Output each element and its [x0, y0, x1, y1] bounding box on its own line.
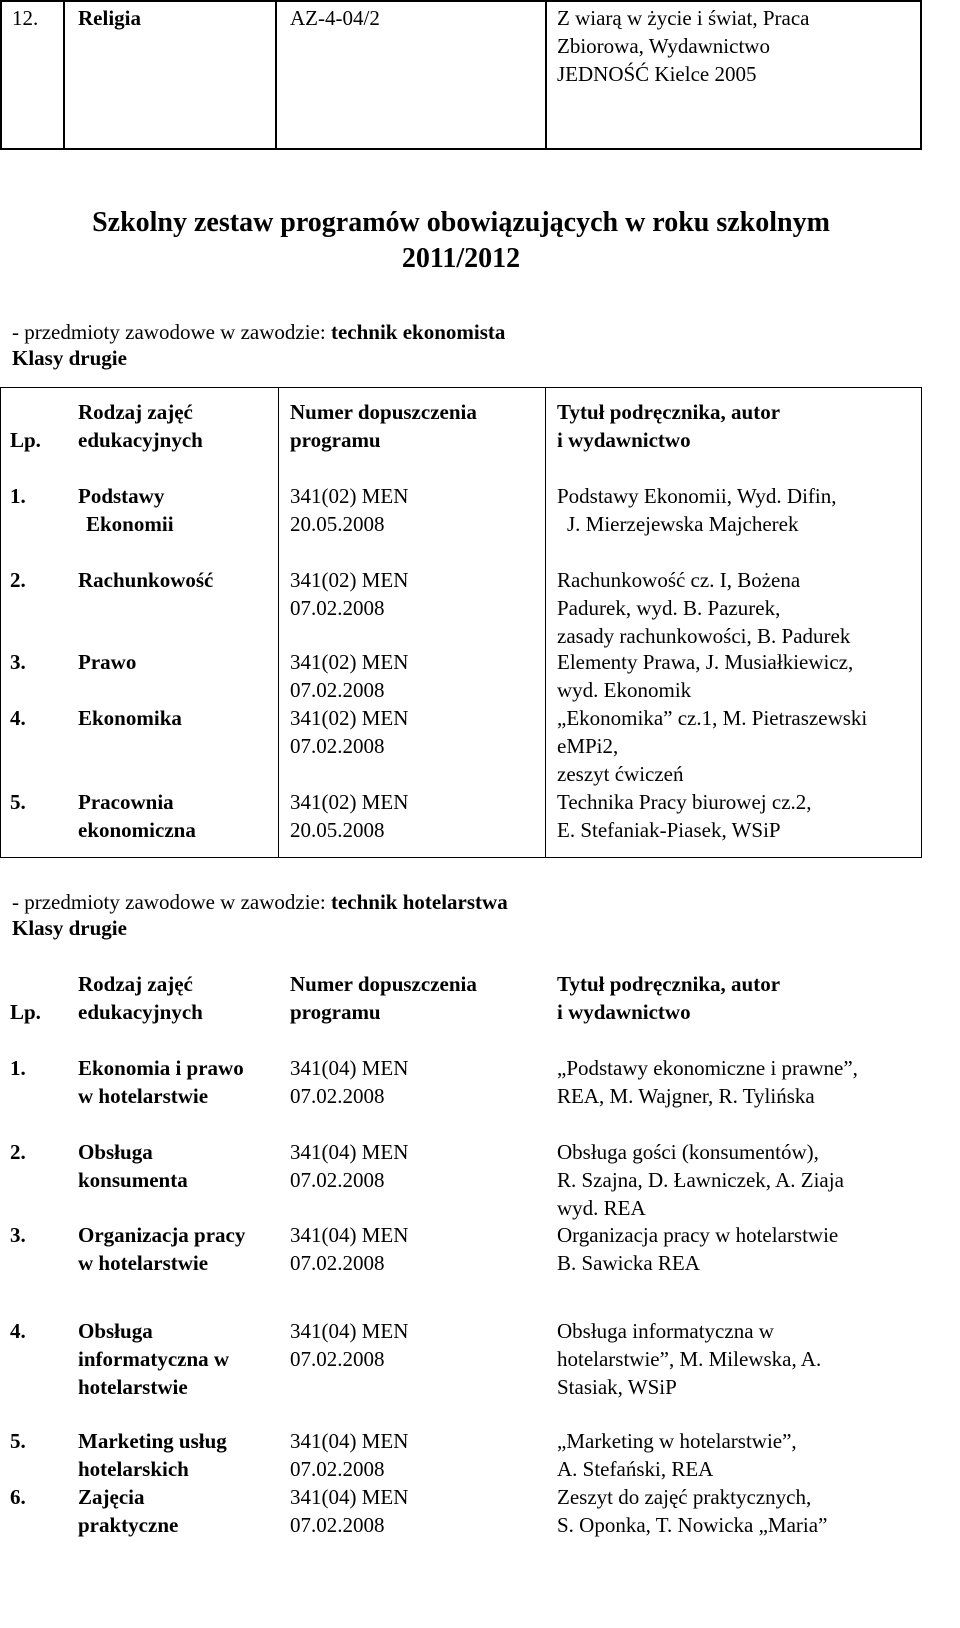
table-row-subject: Zajęcia praktyczne [78, 1485, 179, 1537]
table-row-book: Organizacja pracy w hotelarstwie B. Sawicka REA [557, 1223, 839, 1275]
border [0, 0, 922, 2]
table-row-book: Zeszyt do zajęć praktycznych, S. Oponka, T. Nowicka „Maria” [557, 1485, 828, 1537]
textbook-info: Z wiarą w życie i świat, Praca Zbiorowa, Wydawnictwo JEDNOŚĆ Kielce 2005 [557, 6, 810, 86]
table-row-code: 341(04) MEN 07.02.2008 [290, 1056, 409, 1108]
table-row-subject: Pracownia ekonomiczna [78, 790, 196, 842]
section-intro: - przedmioty zawodowe w zawodzie: technik hotelarstwa [12, 890, 508, 914]
header-lp: Lp. [10, 428, 41, 452]
table-row-book: Rachunkowość cz. I, Bożena Padurek, wyd. B. Pazurek, zasady rachunkowości, B. Padurek [557, 568, 851, 648]
table-row-number: 2. [10, 1140, 26, 1164]
table-row-code: 341(04) MEN 07.02.2008 [290, 1223, 409, 1275]
header-rodzaj: Rodzaj zajęć edukacyjnych [78, 972, 203, 1024]
class-label: Klasy drugie [12, 916, 127, 940]
section-intro: - przedmioty zawodowe w zawodzie: technik ekonomista [12, 320, 506, 344]
table-row-number: 4. [10, 706, 26, 730]
table-row-code: 341(02) MEN 20.05.2008 [290, 790, 409, 842]
table-row-book: Obsługa gości (konsumentów), R. Szajna, D. Ławniczek, A. Ziaja wyd. REA [557, 1140, 844, 1220]
table-row-code: 341(02) MEN 07.02.2008 [290, 706, 409, 758]
page-title: Szkolny zestaw programów obowiązujących w roku szkolnym 2011/2012 [92, 207, 830, 274]
border [545, 387, 546, 858]
table-row-code: 341(02) MEN 07.02.2008 [290, 650, 409, 702]
table-row-number: 4. [10, 1319, 26, 1343]
border [0, 0, 2, 150]
header-tytul: Tytuł podręcznika, autor i wydawnictwo [557, 400, 781, 452]
table-row-code: 341(02) MEN 20.05.2008 [290, 484, 409, 536]
header-rodzaj: Rodzaj zajęć edukacyjnych [78, 400, 203, 452]
table-row-book: Technika Pracy biurowej cz.2, E. Stefaniak-Piasek, WSiP [557, 790, 812, 842]
row-number: 12. [12, 6, 39, 30]
table-row-number: 5. [10, 790, 26, 814]
border [0, 387, 1, 858]
table-row-subject: Obsługa informatyczna w hotelarstwie [78, 1319, 230, 1399]
table-row-subject: Marketing usług hotelarskich [78, 1429, 227, 1481]
border [545, 0, 547, 150]
border [0, 857, 922, 858]
border [920, 0, 922, 150]
table-row-subject: Obsługa konsumenta [78, 1140, 188, 1192]
table-row-subject: Podstawy Ekonomii [78, 484, 174, 536]
table-row-book: Elementy Prawa, J. Musiałkiewicz, wyd. Ekonomik [557, 650, 854, 702]
table-row-code: 341(04) MEN 07.02.2008 [290, 1140, 409, 1192]
table-row-number: 1. [10, 1056, 26, 1080]
table-row-number: 5. [10, 1429, 26, 1453]
table-row-number: 3. [10, 1223, 26, 1247]
border [0, 387, 922, 388]
border [921, 387, 922, 858]
table-row-code: 341(04) MEN 07.02.2008 [290, 1319, 409, 1371]
table-row-subject: Organizacja pracy w hotelarstwie [78, 1223, 246, 1275]
table-row-number: 2. [10, 568, 26, 592]
table-row-subject: Ekonomika [78, 706, 182, 730]
table-row-number: 3. [10, 650, 26, 674]
table-row-code: 341(04) MEN 07.02.2008 [290, 1429, 409, 1481]
table-row-book: „Marketing w hotelarstwie”, A. Stefański, REA [557, 1429, 797, 1481]
border [278, 387, 279, 858]
table-row-book: „Ekonomika” cz.1, M. Pietraszewski eMPi2, zeszyt ćwiczeń [557, 706, 868, 786]
border [63, 0, 65, 150]
program-code: AZ-4-04/2 [290, 6, 380, 30]
header-numer: Numer dopuszczenia programu [290, 400, 477, 452]
header-numer: Numer dopuszczenia programu [290, 972, 477, 1024]
table-row-number: 6. [10, 1485, 26, 1509]
table-row-subject: Rachunkowość [78, 568, 214, 592]
table-row-number: 1. [10, 484, 26, 508]
subject-name: Religia [78, 6, 141, 30]
class-label: Klasy drugie [12, 346, 127, 370]
border [0, 148, 922, 150]
table-row-book: Podstawy Ekonomii, Wyd. Difin, J. Mierzejewska Majcherek [557, 484, 837, 536]
header-tytul: Tytuł podręcznika, autor i wydawnictwo [557, 972, 781, 1024]
table-row-code: 341(02) MEN 07.02.2008 [290, 568, 409, 620]
table-row-book: „Podstawy ekonomiczne i prawne”, REA, M. Wajgner, R. Tylińska [557, 1056, 858, 1108]
table-row-book: Obsługa informatyczna w hotelarstwie”, M. Milewska, A. Stasiak, WSiP [557, 1319, 822, 1399]
table-row-subject: Ekonomia i prawo w hotelarstwie [78, 1056, 244, 1108]
border [275, 0, 277, 150]
header-lp: Lp. [10, 1000, 41, 1024]
table-row-code: 341(04) MEN 07.02.2008 [290, 1485, 409, 1537]
table-row-subject: Prawo [78, 650, 137, 674]
